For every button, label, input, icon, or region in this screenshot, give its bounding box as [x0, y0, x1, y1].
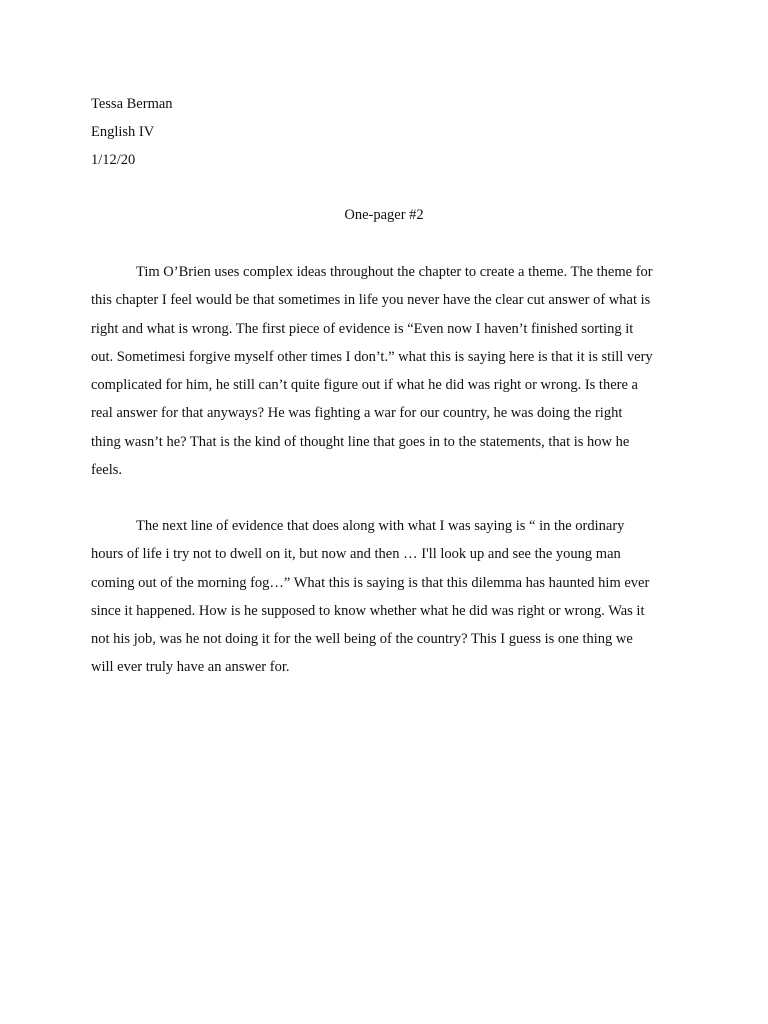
course-name: English IV: [91, 124, 155, 140]
paragraph-line: not his job, was he not doing it for the well being of the country? This I guess is one thing we: [91, 631, 633, 648]
paragraph-line: will ever truly have an answer for.: [91, 659, 290, 676]
assignment-date: 1/12/20: [91, 152, 136, 168]
paragraph-line: complicated for him, he still can’t quite figure out if what he did was right or wrong. Is there a: [91, 377, 638, 394]
paragraph-line: Tim O’Brien uses complex ideas throughout the chapter to create a theme. The theme for: [136, 264, 653, 280]
paragraph-line: feels.: [91, 462, 122, 479]
paragraph-2: [91, 517, 677, 687]
paragraph-line: thing wasn’t he? That is the kind of thought line that goes in to the statements, that is how he: [91, 433, 630, 450]
paragraph-line: this chapter I feel would be that sometimes in life you never have the clear cut answer of what is: [91, 292, 651, 309]
paragraph-line: hours of life i try not to dwell on it, but now and then … I'll look up and see the young man: [91, 546, 621, 563]
paragraph-1: [91, 263, 677, 489]
paragraph-line: coming out of the morning fog…” What this is saying is that this dilemma has haunted him ever: [91, 574, 650, 591]
paragraph-line: real answer for that anyways? He was fighting a war for our country, he was doing the right: [91, 405, 623, 422]
paragraph-line: out. Sometimesi forgive myself other times I don’t.” what this is saying here is that it is still very: [91, 348, 653, 365]
author-name: Tessa Berman: [91, 96, 173, 112]
paragraph-line: right and what is wrong. The first piece of evidence is “Even now I haven’t finished sorting it: [91, 320, 634, 337]
paragraph-line: since it happened. How is he supposed to know whether what he did was right or wrong. Was it: [91, 602, 645, 619]
document-title: One-pager #2: [344, 207, 424, 223]
paragraph-line: The next line of evidence that does along with what I was saying is “ in the ordinary: [136, 518, 625, 534]
